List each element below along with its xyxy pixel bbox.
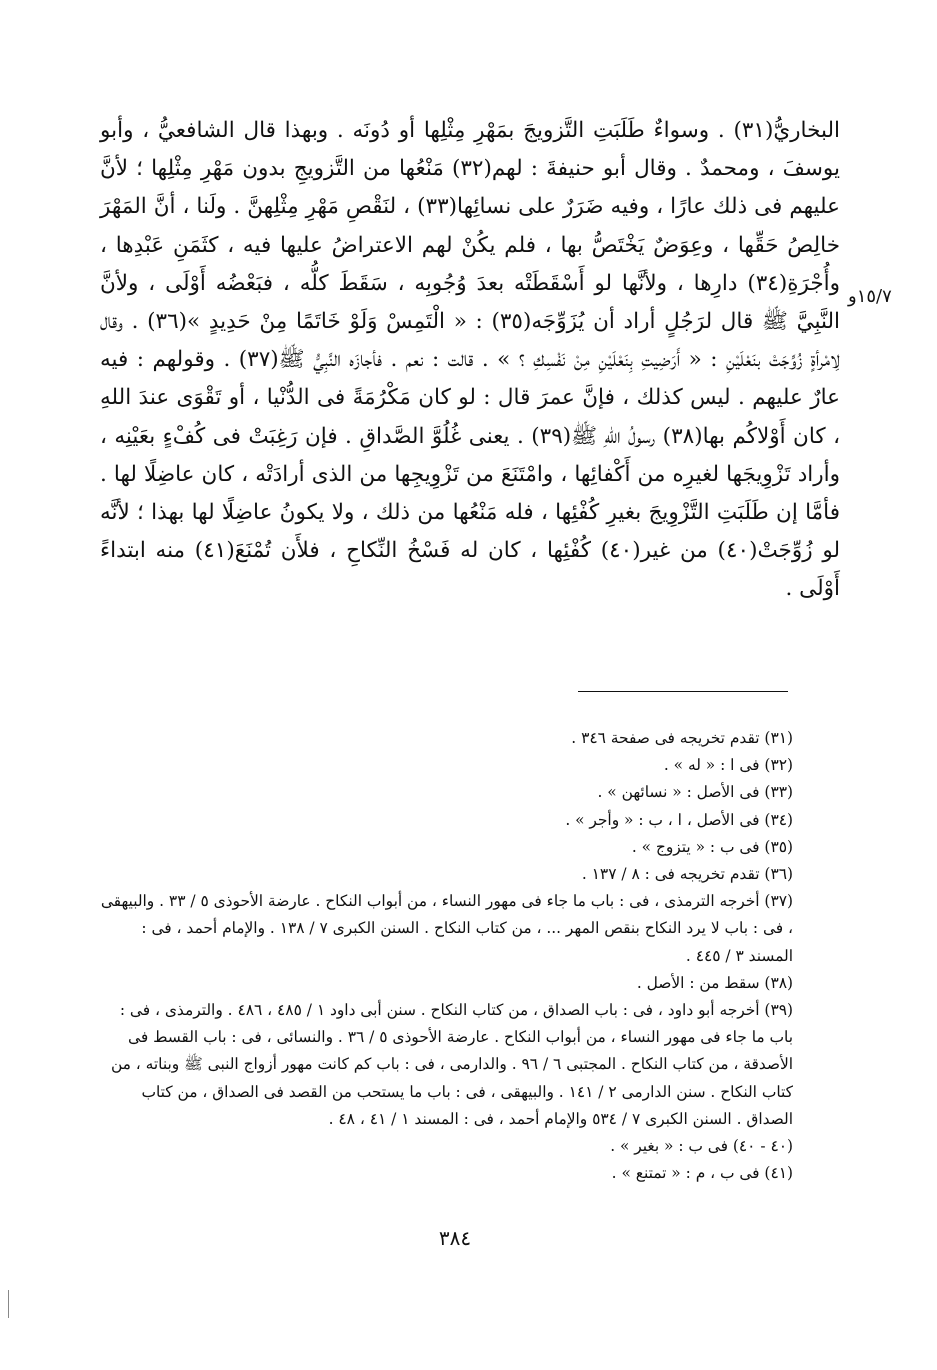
footnote: (٣٨) سقط من : الأصل . xyxy=(636,973,793,992)
footnote: (٣٣) فى الأصل : « نسائهن » . xyxy=(597,783,793,802)
footnote: (٣٥) فى ب : « يتزوج » . xyxy=(631,837,793,856)
footnote: (٣١) تقدم تخريجه فى صفحة ٣٤٦ . xyxy=(571,729,793,747)
main-paragraph: البخاريُّ(٣١) . وسواءٌ طَلَبَتِ التَّزويجَ بمَهْرِ مِثْلِها أو دُونَه . وبهذا قال الشافعيُّ ، وأبو يوسفَ ، ومحمدٌ . وقال أبو حنيفةَ : لهم(٣٢) مَنْعُها من التَّزويجِ بدون مَهْرِ مِثْلِها ؛ لأنَّ عليهم فى ذلك عارًا ، وفيه ضَرَرٌ على نسائِها(٣٣) ، لنَقْصِ مَهْرِ مِثْلِهنَّ . ولَنا ، أنَّ المَهْرَ خالِصُ حَقِّها ، وعِوَضٌ يَخْتَصُّ بها ، فلم يكُنْ لهم الاعتراضُ عليها فيه ، كثَمَنِ عَبْدِها ، وأُجْرَةِ(٣٤) دارِها ، ولأنَّها لو أَسْقَطَتْه بعدَ وُجُوبِه ، سَقَطَ كلُّه ، فبَعْضُه أَوْلَى ، ولأنَّ النَّبِيَّ ﷺ قال لرَجُلٍ أراد أن يُزَوِّجَه(٣٥) : « الْتَمِسْ وَلَوْ خَاتَمًا مِنْ حَدِيدٍ »(٣٦) . وقال لِامْرأةٍ زُوِّجَتْ بنَعْلَيْنِ : « أَرَضِيتِ بِنَعْلَيْنِ مِنْ نَفْسِكِ ؟ » . قالت : نعم . فأجازَه النَّبِيُّ ﷺ(٣٧) . وقولهم : فيه عارٌ عليهم . ليس كذلك ، فإنَّ عمرَ قال : لو كان مَكْرُمَةً فى الدُّنْيا ، أو تَقْوَى عندَ اللهِ ، كان أَوْلاكُم بها(٣٨) رسولُ اللهِ ﷺ(٣٩) . يعنى غُلُوَّ الصَّداقِ . فإن رَغِبَتْ فى كُفْءٍ بعَيْنِه ، وأراد تَزْوِيجَها لغيرِه من أَكْفائِها ، وامْتَنَعَ من تَزْوِيجِها من الذى أرادَتْه ، كان عاضِلًا لها . فأمَّا إن طَلَبَتِ التَّزْوِيجَ بغيرِ كُفْئِها ، فله مَنْعُها من ذلك ، ولا يكونُ عاضِلًا لها بهذا ؛ لأنَّه لو زُوِّجَتْ(٤٠) من غير(٤٠) كُفْئِها ، كان له فَسْخُ النِّكاحِ ، فلأَن تُمْنَعَ(٤١) منه ابتداءً أَوْلَى . xyxy=(100,118,841,602)
footnote: (٣٧) أخرجه الترمذى ، فى : باب ما جاء فى مهور النساء ، من أبواب النكاح . عارضة الأحوذى ٥ / ٣٣ . والبيهقى ، فى : باب لا يرد النكاح بنقص المهر ... ، من كتاب النكاح . السنن الكبرى ٧ / ١٣٨ . والإمام أحمد ، فى : المسند ٣ / ٤٤٥ . xyxy=(100,892,793,965)
footnote: (٣٤) فى الأصل ، ا ، ب : « وأجر » . xyxy=(565,810,793,829)
footnote: (٤١) فى ب ، م : « تمتنع » . xyxy=(611,1164,793,1183)
main-text-block xyxy=(100,112,840,609)
footnote: (٣٢) فى ا : « له » . xyxy=(663,756,793,775)
footnote: (٣٦) تقدم تخريجه فى : ٨ / ١٣٧ . xyxy=(581,865,793,884)
footnote: (٤٠ - ٤٠) فى ب : « بغير » . xyxy=(610,1137,793,1156)
page-number: ٣٨٤ xyxy=(438,1226,472,1250)
scan-edge-mark xyxy=(8,1290,9,1318)
footnote: (٣٩) أخرجه أبو داود ، فى : باب الصداق ، من كتاب النكاح . سنن أبى داود ١ / ٤٨٥ ، ٤٨٦ . والترمذى ، فى : باب ما جاء فى مهور النساء ، من أبواب النكاح . عارضة الأحوذى ٥ / ٣٦ . والنسائى ، فى : باب القسط فى الأصدقة ، من كتاب النكاح . المجتبى ٦ / ٩٦ . والدارمى ، فى : باب كم كانت مهور أزواج النبى ﷺ وبناته ، من كتاب النكاح . سنن الدارمى ٢ / ١٤١ . والبيهقى ، فى : باب ما يستحب من القصد فى الصداق ، من كتاب الصداق . السنن الكبرى ٧ / ٥٣٤ والإمام أحمد ، فى : المسند ١ / ٤١ ، ٤٨ . xyxy=(110,1001,793,1128)
manuscript-folio-note: ١٥/٧و xyxy=(848,286,892,307)
footnotes-block xyxy=(100,725,793,1187)
footnote-separator xyxy=(578,691,788,692)
